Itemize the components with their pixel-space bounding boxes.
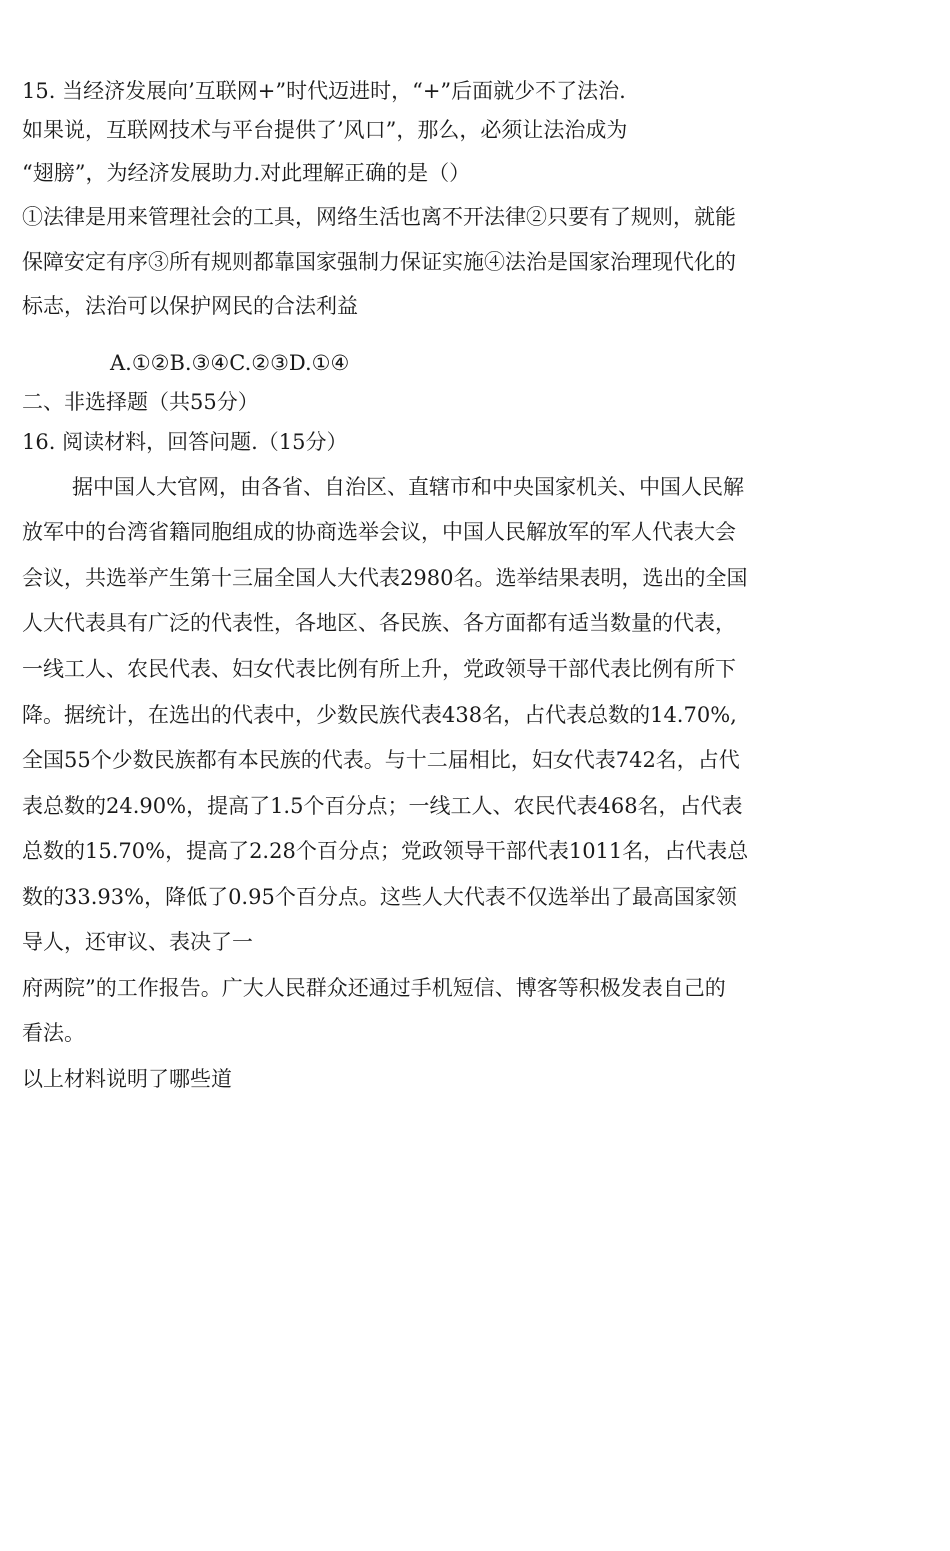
q15-statement-line-2: 保障安定有序③所有规则都靠国家强制力保证实施④法治是国家治理现代化的: [22, 250, 736, 274]
q16-material-line-4: 人大代表具有广泛的代表性，各地区、各民族、各方面都有适当数量的代表，: [22, 611, 736, 635]
q16-material-line-10: 数的33.93%，降低了0.95个百分点。这些人大代表不仅选举出了最高国家领: [22, 885, 737, 909]
q16-material-line-1: 据中国人大官网，由各省、自治区、直辖市和中央国家机关、中国人民解: [72, 475, 744, 499]
q15-stem-line-2: 如果说，互联网技术与平台提供了’风口”，那么，必须让法治成为: [22, 118, 628, 142]
q16-material-line-11: 导人，还审议、表决了一: [22, 930, 253, 954]
q16-heading: 16. 阅读材料，回答问题.（15分）: [22, 430, 348, 454]
q16-material-line-2: 放军中的台湾省籍同胞组成的协商选举会议，中国人民解放军的军人代表大会: [22, 520, 736, 544]
q15-statement-line-3: 标志，法治可以保护网民的合法利益: [22, 294, 358, 318]
q16-material-line-5: 一线工人、农民代表、妇女代表比例有所上升，党政领导干部代表比例有所下: [22, 657, 736, 681]
q15-stem-line-1: 15. 当经济发展向’互联网+”时代迈进时，“+”后面就少不了法治.: [22, 79, 626, 103]
q16-material-line-3: 会议，共选举产生第十三届全国人大代表2980名。选举结果表明，选出的全国: [22, 566, 748, 590]
q16-material-line-6: 降。据统计，在选出的代表中，少数民族代表438名，占代表总数的14.70%,: [22, 703, 737, 727]
q16-material-line-7: 全国55个少数民族都有本民族的代表。与十二届相比，妇女代表742名，占代: [22, 748, 740, 772]
q16-material-line-12: 府两院”的工作报告。广大人民群众还通过手机短信、博客等积极发表自己的: [22, 976, 726, 1000]
q15-options: A.①②B.③④C.②③D.①④: [110, 351, 350, 375]
q16-question-line: 以上材料说明了哪些道: [22, 1067, 232, 1091]
q15-statement-line-1: ①法律是用来管理社会的工具，网络生活也离不开法律②只要有了规则，就能: [22, 205, 736, 229]
q16-material-line-13: 看法。: [22, 1021, 85, 1045]
section-heading: 二、非选择题（共55分）: [22, 390, 259, 414]
q15-stem-line-3: “翅膀”，为经济发展助力.对此理解正确的是（）: [22, 161, 471, 185]
q16-material-line-8: 表总数的24.90%，提高了1.5个百分点；一线工人、农民代表468名，占代表: [22, 794, 743, 818]
q16-material-line-9: 总数的15.70%，提高了2.28个百分点；党政领导干部代表1011名，占代表总: [22, 839, 749, 863]
